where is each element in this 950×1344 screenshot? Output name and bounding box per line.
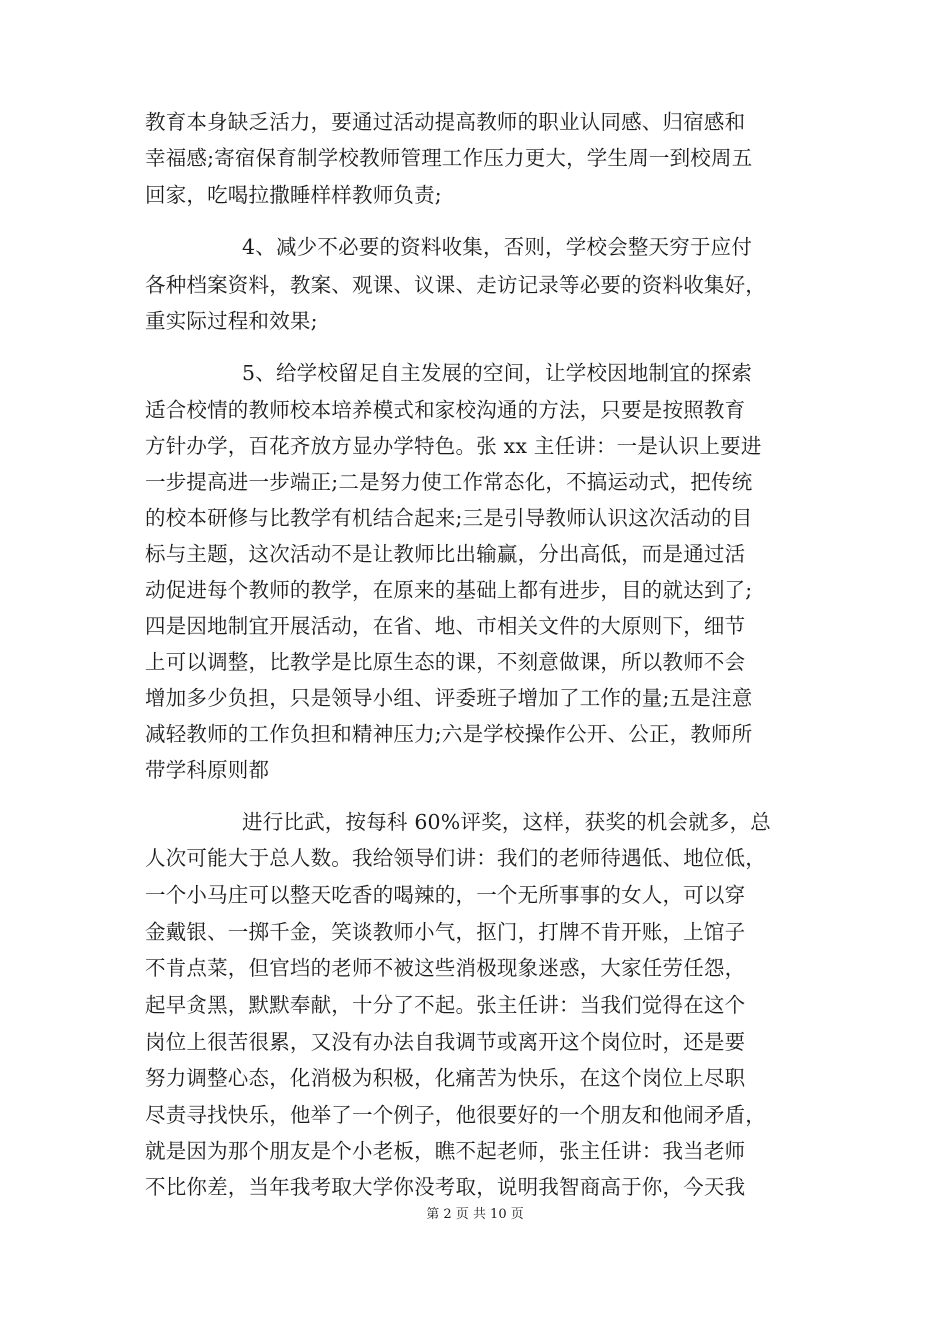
text-line: 增加多少负担，只是领导小组、评委班子增加了工作的量;五是注意 bbox=[145, 686, 753, 710]
text-line: 各种档案资料，教案、观课、议课、走访记录等必要的资料收集好， bbox=[145, 273, 766, 297]
text-line: 带学科原则都 bbox=[145, 758, 270, 782]
text-line: 金戴银、一掷千金，笑谈教师小气，抠门，打牌不肯开账，上馆子 bbox=[145, 920, 746, 944]
text-line: 不比你差，当年我考取大学你没考取，说明我智商高于你，今天我 bbox=[145, 1175, 746, 1199]
text-line: 努力调整心态，化消极为积极，化痛苦为快乐，在这个岗位上尽职 bbox=[145, 1066, 746, 1090]
text-line: 重实际过程和效果; bbox=[145, 309, 318, 333]
text-line: 四是因地制宜开展活动，在省、地、市相关文件的大原则下，细节 bbox=[145, 614, 746, 638]
text-line: 的校本研修与比教学有机结合起来;三是引导教师认识这次活动的目 bbox=[145, 506, 753, 530]
text-line: 减轻教师的工作负担和精神压力;六是学校操作公开、公正，教师所 bbox=[145, 722, 753, 746]
text-line: 就是因为那个朋友是个小老板，瞧不起老师，张主任讲：我当老师 bbox=[145, 1139, 746, 1163]
text-line: 起早贪黑，默默奉献，十分了不起。张主任讲：当我们觉得在这个 bbox=[145, 993, 746, 1017]
text-line: 回家，吃喝拉撒睡样样教师负责; bbox=[145, 183, 442, 207]
text-line: 尽责寻找快乐，他举了一个例子，他很要好的一个朋友和他闹矛盾， bbox=[145, 1103, 766, 1127]
text-line: 幸福感;寄宿保育制学校教师管理工作压力更大，学生周一到校周五 bbox=[145, 146, 753, 170]
text-line: 动促进每个教师的教学，在原来的基础上都有进步，目的就达到了; bbox=[145, 578, 753, 602]
text-line: 一步提高进一步端正;二是努力使工作常态化，不搞运动式，把传统 bbox=[145, 470, 753, 494]
text-line: 5、给学校留足自主发展的空间，让学校因地制宜的探索 bbox=[242, 361, 753, 385]
text-line: 适合校情的教师校本培养模式和家校沟通的方法，只要是按照教育 bbox=[145, 398, 746, 422]
text-line: 4、减少不必要的资料收集，否则，学校会整天穷于应付 bbox=[242, 235, 753, 259]
text-line: 岗位上很苦很累，又没有办法自我调节或离开这个岗位时，还是要 bbox=[145, 1030, 746, 1054]
text-line: 人次可能大于总人数。我给领导们讲：我们的老师待遇低、地位低， bbox=[145, 846, 766, 870]
text-line: 上可以调整，比教学是比原生态的课，不刻意做课，所以教师不会 bbox=[145, 650, 746, 674]
text-line: 标与主题，这次活动不是让教师比出输赢，分出高低，而是通过活 bbox=[145, 542, 746, 566]
text-line: 进行比武，按每科 60%评奖，这样，获奖的机会就多，总 bbox=[242, 810, 771, 834]
text-line: 方针办学，百花齐放方显办学特色。张 xx 主任讲：一是认识上要进 bbox=[145, 434, 762, 458]
text-line: 不肯点菜，但官垱的老师不被这些消极现象迷惑，大家任劳任怨， bbox=[145, 956, 746, 980]
text-line: 一个小马庄可以整天吃香的喝辣的，一个无所事事的女人，可以穿 bbox=[145, 883, 746, 907]
text-line: 教育本身缺乏活力，要通过活动提高教师的职业认同感、归宿感和 bbox=[145, 110, 746, 134]
page-number-footer: 第 2 页 共 10 页 bbox=[426, 1207, 524, 1222]
